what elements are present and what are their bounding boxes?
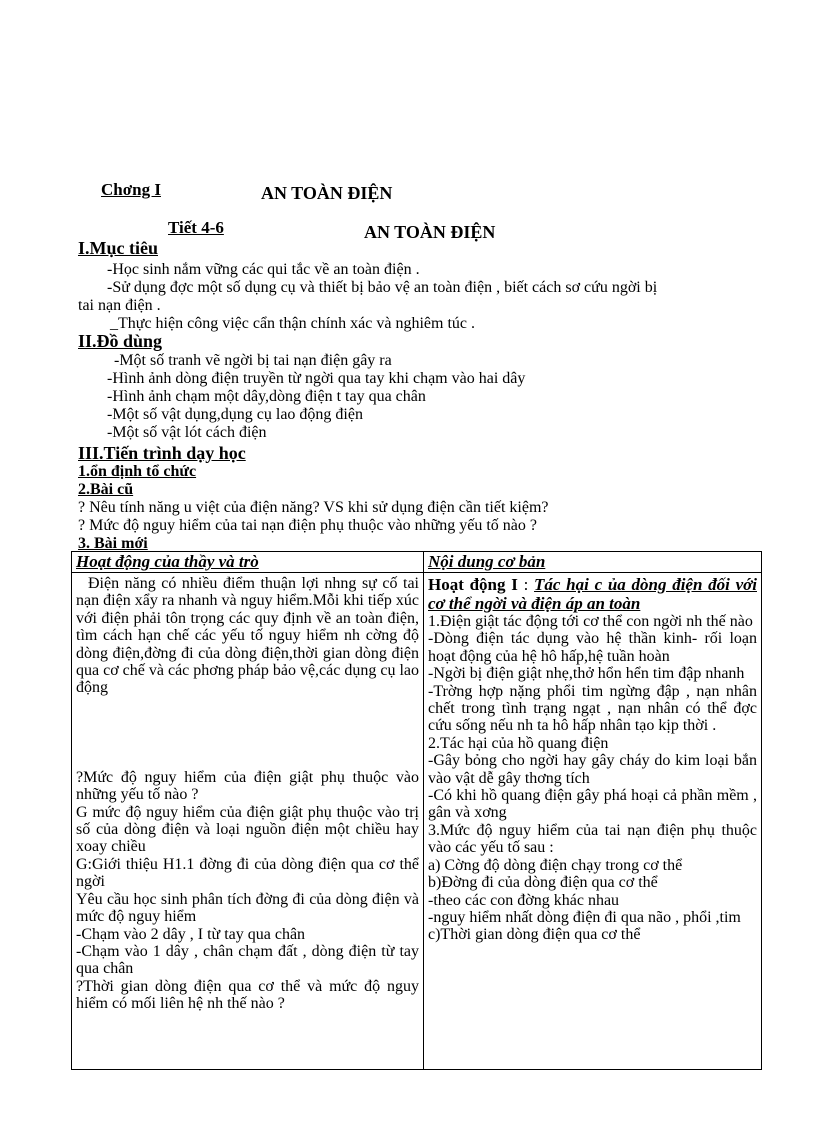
activity-line: G mức độ nguy hiểm của điện giật phụ thuộc vào trị số của dòng điện và loại nguồn điện một chiều hay xoay chiều [76,803,419,856]
table-row [72,573,762,1070]
material-line: -Một số tranh vẽ ngời bị tai nạn điện gây ra [114,352,392,369]
content-line: 1.Điện giật tác động tới cơ thể con ngời nh thế nào [428,613,753,630]
activity-heading [428,573,757,613]
content-line: a) Cờng độ dòng điện chạy trong cơ thể [428,856,683,874]
activity-label: Hoạt động I [428,575,518,594]
lesson-label: Tiết 4-6 [168,218,224,237]
activity-cell [72,573,424,1070]
review-question: ? Nêu tính năng u việt của điện năng? VS khi sử dụng điện cần tiết kiệm? [78,499,549,516]
activity-separator: : [517,575,535,594]
section-process-heading: III.Tiến trình dạy học [78,443,246,463]
content-line: 3.Mức độ nguy hiểm của tai nạn điện phụ thuộc vào các yếu tố sau : [428,821,757,857]
content-line: -Ngời bị điện giật nhẹ,thở hổn hển tim đập nhanh [428,665,745,683]
material-line: -Một số vật lót cách điện [107,424,267,441]
activity-line: G:Giới thiệu H1.1 đờng đi của dòng điện qua cơ thể ngời [76,855,419,891]
objective-line: _Thực hiện công việc cẩn thận chính xác và nghiêm túc . [110,315,475,332]
lesson-table [71,551,762,1070]
content-line: b)Đờng đi của dòng điện qua cơ thể [428,874,658,892]
content-line: -Gây bỏng cho ngời hay gây cháy do kim loại bắn vào vật dễ gây thơng tích [428,752,757,787]
content-line: c)Thời gian dòng điện qua cơ thể [428,926,641,944]
objective-line: -Sử dụng đợc một số dụng cụ và thiết bị bảo vệ an toàn điện , biết cách sơ cứu ngời bị [107,279,658,296]
activity-line: -Chạm vào 1 dây , chân chạm đất , dòng điện từ tay qua chân [76,942,419,978]
content-cell [424,573,762,1070]
lesson-title: AN TOÀN ĐIỆN [364,222,496,242]
activity-title: Tác hại c ủa dòng điện đối với cơ thể ngời và điện áp an toàn [428,575,757,613]
objective-line: tai nạn điện . [78,297,161,314]
review-question: ? Mức độ nguy hiểm của tai nạn điện phụ thuộc vào những yếu tố nào ? [78,517,538,534]
activity-line: -Chạm vào 2 dây , I từ tay qua chân [76,925,306,943]
chapter-title: AN TOÀN ĐIỆN [261,183,393,203]
content-line: -Có khi hồ quang điện gây phá hoại cả phần mềm , gân và xơng [428,787,757,822]
intro-paragraph: Điện năng có nhiều điểm thuận lợi nhng sự cố tai nạn điện xẩy ra nhanh và nguy hiểm.Mỗi khi tiếp xúc với điện phải tôn trọng các quy định về an toàn điện, tìm cách hạn chế các yếu tố nguy hiểm nh cờng độ dòng điện,đờng đi của dòng điện,thời gian dòng điện qua cơ chế và các phơng pháp bảo vệ,các dụng cụ lao động [76,575,419,697]
table-header-row [72,552,762,573]
material-line: -Hình ảnh chạm một dây,dòng điện t tay qua chân [107,388,426,405]
content-line: -Dòng điện tác dụng vào hệ thần kinh- rối loạn hoạt động của hệ hô hấp,hệ tuần hoàn [428,630,757,665]
step-old-lesson: 2.Bài cũ [78,481,134,498]
chapter-label: Chơng I [101,180,161,199]
content-line: -nguy hiểm nhất dòng điện đi qua não , phổi ,tim [428,908,741,926]
section-objectives-heading: I.Mục tiêu [78,238,158,258]
teacher-student-activity-header: Hoạt động của thầy và trò [72,552,424,573]
material-line: -Hình ảnh dòng điện truyền từ ngời qua tay khi chạm vào hai dây [107,370,526,387]
content-line: -theo các con đờng khác nhau [428,891,620,909]
activity-line: ?Thời gian dòng điện qua cơ thể và mức độ nguy hiểm có mối liên hệ nh thế nào ? [76,977,419,1013]
objective-line: -Học sinh nắm vững các qui tắc về an toàn điện . [107,261,420,278]
activity-line: ?Mức độ nguy hiểm của điện giật phụ thuộc vào những yếu tố nào ? [76,768,419,804]
activity-line: Yêu cầu học sinh phân tích đờng đi của dòng điện và mức độ nguy hiểm [76,890,419,926]
content-line: -Trờng hợp nặng phổi tim ngừng đập , nạn nhân chết trong tình trạng ngạt , nạn nhân có thể đợc cứu sống nếu nh ta hô hấp nhân tạo kịp thời . [428,682,757,735]
basic-content-header: Nội dung cơ bản [424,552,762,573]
material-line: -Một số vật dụng,dụng cụ lao động điện [107,406,363,423]
content-line: 2.Tác hại của hồ quang điện [428,734,609,752]
step-new-lesson: 3. Bài mới [78,535,148,552]
step-organization: 1.ổn định tổ chức [78,463,197,480]
section-materials-heading: II.Đồ dùng [78,331,163,351]
